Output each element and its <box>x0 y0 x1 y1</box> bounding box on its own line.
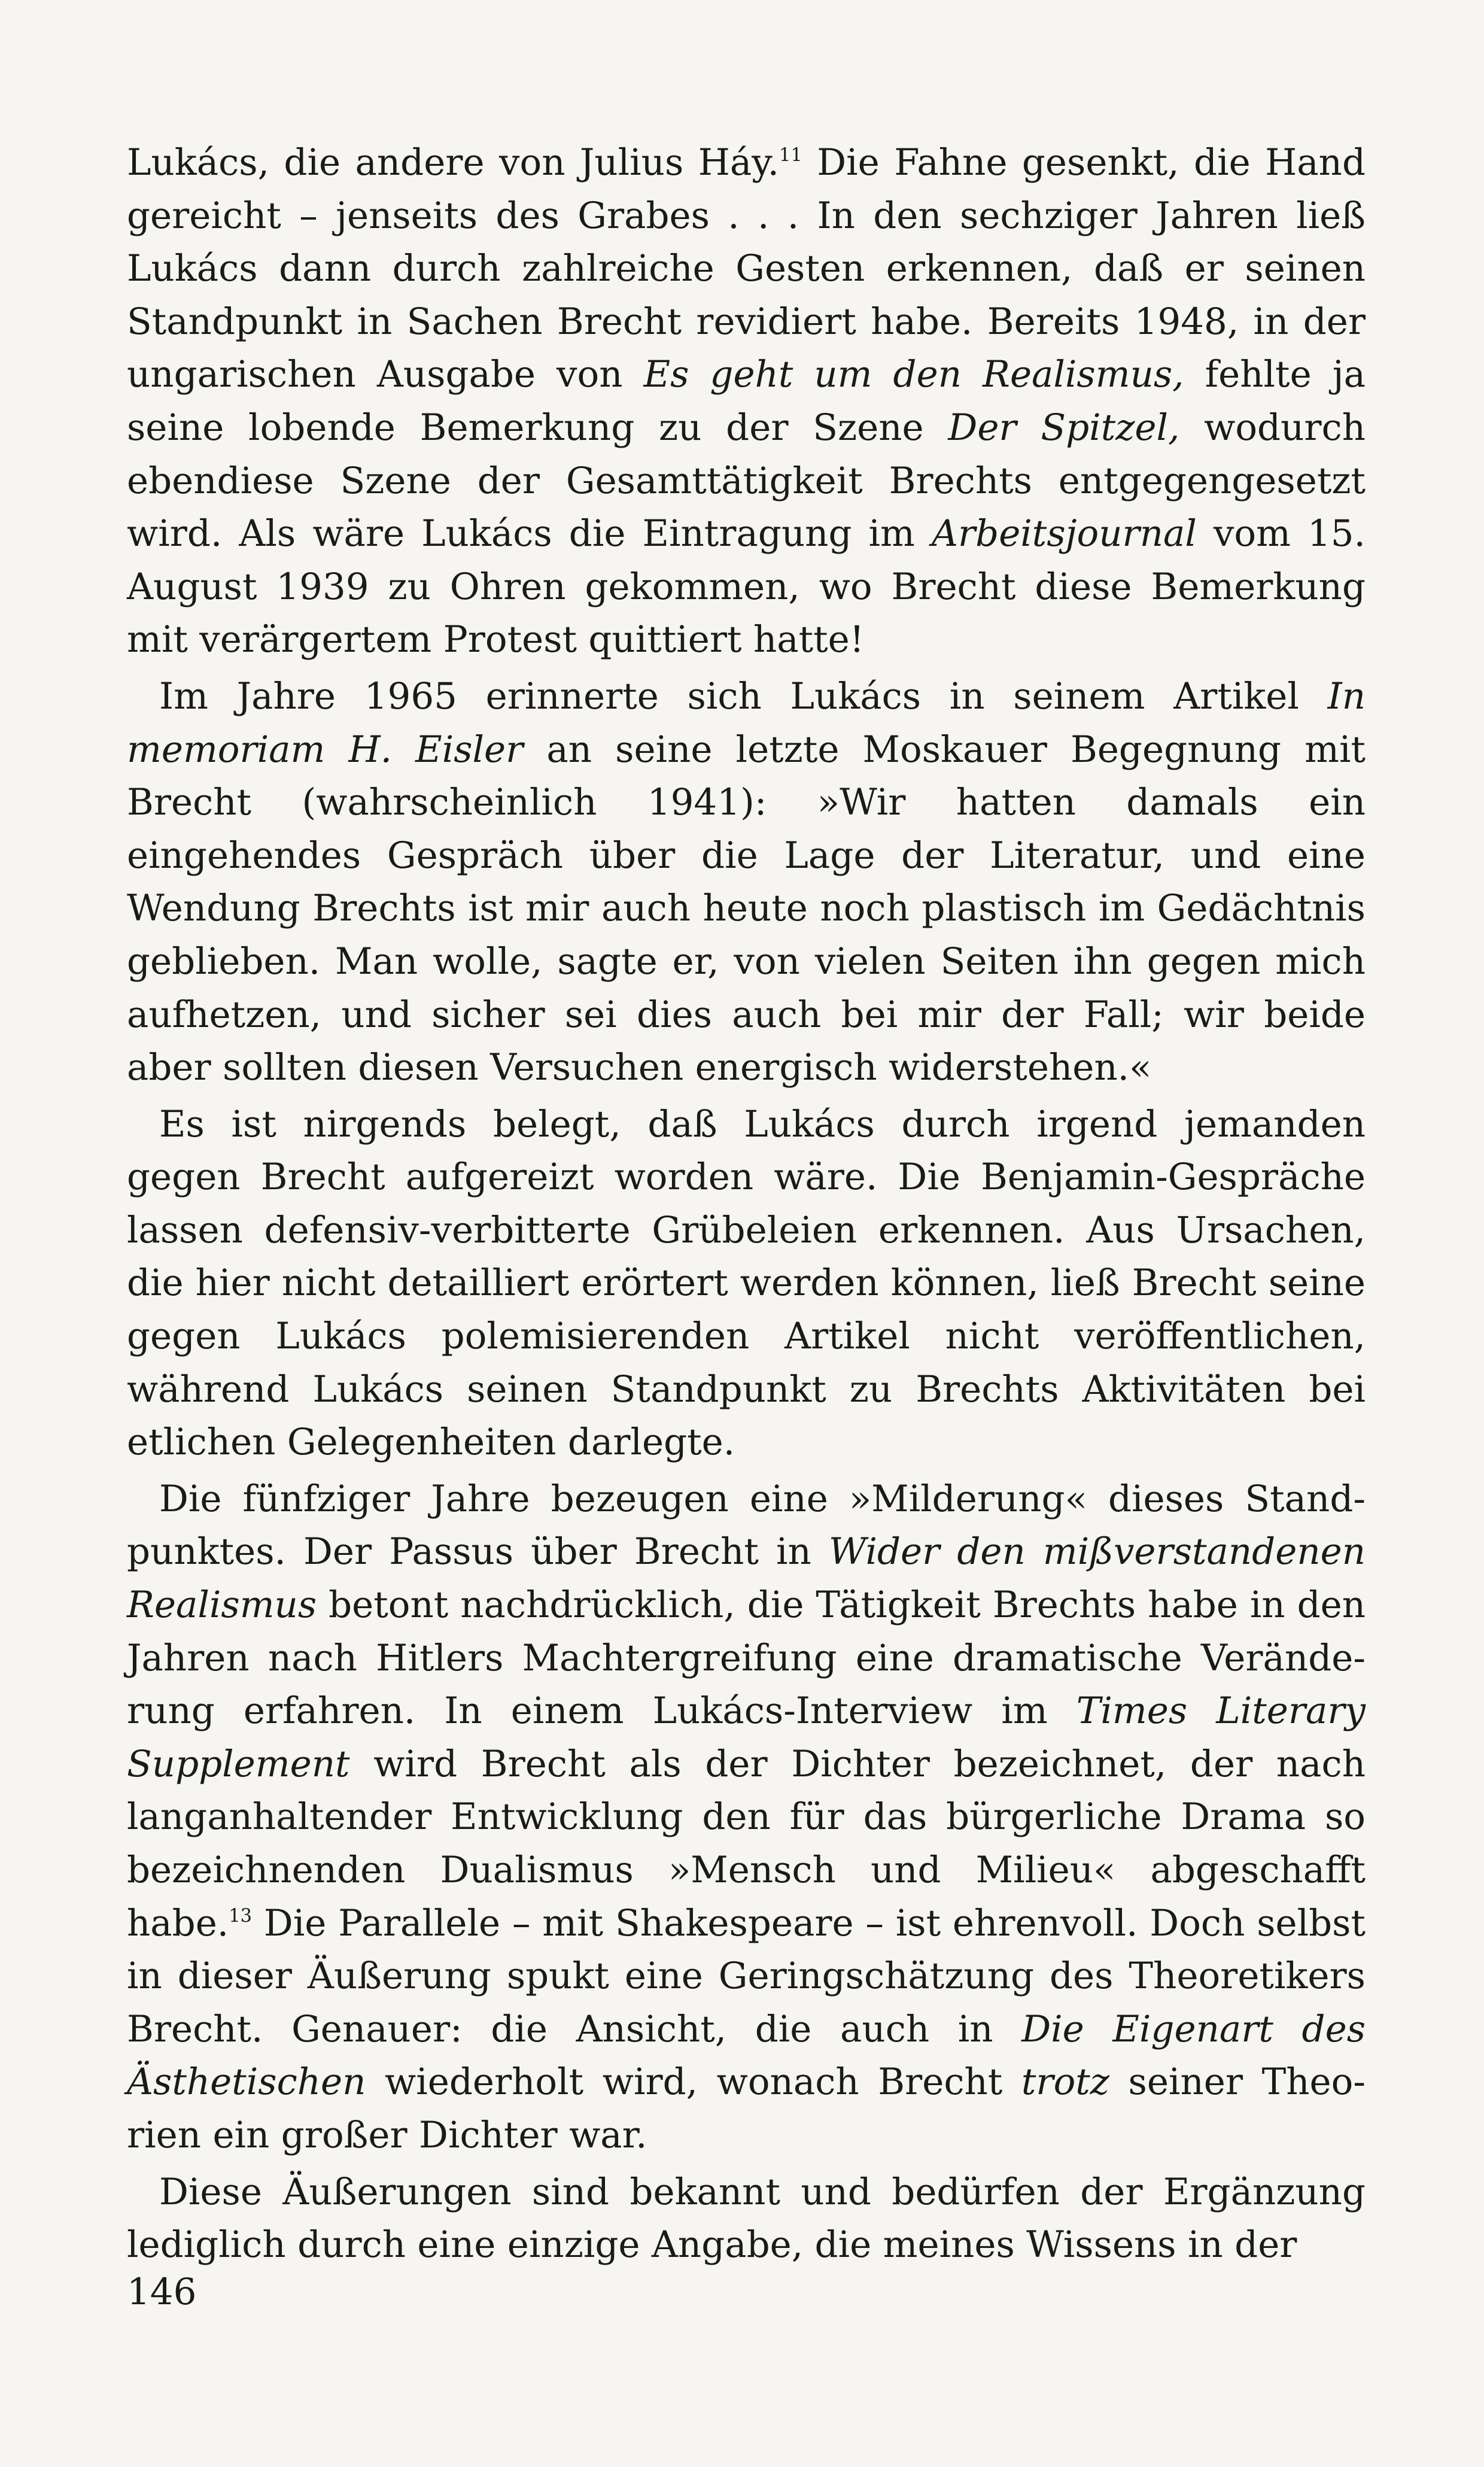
italic-title: Arbeitsjournal <box>931 512 1197 555</box>
footnote-marker: 13 <box>229 1905 253 1927</box>
text-run: Die Fahne gesenkt, die Hand gereicht – jenseits des Grabes . . . In den sechziger Jahren ließ Lukács dann durch zahlreiche Gesten erkennen, daß er seinen Standpunkt in Sachen Brecht revidiert habe. Bereits 1948, in der ungarischen Ausgabe von <box>127 141 1366 396</box>
italic-title: trotz <box>1021 2061 1109 2104</box>
text-run: Die fünfziger Jahre bezeugen eine »Milderung« dieses Standpunktes. Der Passus über Brecht in <box>127 1477 1366 1573</box>
italic-title: Der Spitzel, <box>948 406 1180 449</box>
text-run: wird Brecht als der Dichter bezeichnet, der nach langanhaltender Entwicklung den für das bürgerliche Drama so bezeichnenden Dualismus »Mensch und Milieu« abgeschafft habe. <box>127 1742 1366 1945</box>
italic-title: Die Eigenart des Ästhetischen <box>127 2007 1366 2104</box>
paragraph-5 <box>127 2166 1366 2272</box>
italic-title: Times Literary Supplement <box>127 1690 1366 1785</box>
text-run: Es ist nirgends belegt, daß Lukács durch irgend jemanden gegen Brecht aufgereizt worden wäre. Die Benjamin-Gespräche lassen defensiv-verbitterte Grübeleien erkennen. Aus Ursachen, die hier nicht detailliert erörtert werden können, ließ Brecht seine gegen Lukács polemisierenden Artikel nicht veröffentlichen, während Lukács seinen Standpunkt zu Brechts Aktivitäten bei etlichen Gelegenheiten darlegte. <box>127 1102 1366 1464</box>
italic-title: In memoriam H. Eisler <box>127 675 1366 771</box>
text-run: an seine letzte Moskauer Begegnung mit Brecht (wahrscheinlich 1941): »Wir hatten damals ein eingehendes Gespräch über die Lage der Literatur, und eine Wendung Brechts ist mir auch heute noch plastisch im Gedächtnis geblieben. Man wolle, sagte er, von vielen Seiten ihn gegen mich aufhetzen, und sicher sei dies auch bei mir der Fall; wir beide aber sollten diesen Versuchen energisch widerstehen.« <box>127 728 1366 1089</box>
text-run: Im Jahre 1965 erinnerte sich Lukács in seinem Artikel <box>159 675 1328 718</box>
paragraph-1 <box>127 136 1366 667</box>
paragraph-4 <box>127 1473 1366 2162</box>
page-body <box>127 136 1366 2272</box>
paragraph-3 <box>127 1098 1366 1469</box>
text-run: Lukács, die andere von Julius Háy. <box>127 141 780 184</box>
italic-title: Wider den mißverstandenen Realismus <box>127 1530 1366 1627</box>
paragraph-2 <box>127 670 1366 1095</box>
text-run: Diese Äußerungen sind bekannt und bedürfen der Ergänzung lediglich durch eine einzige Angabe, die meines Wissens in der <box>127 2170 1366 2267</box>
text-run: vom 15. August 1939 zu Ohren gekommen, wo Brecht diese Bemerkung mit verärgertem Protest quittiert hatte! <box>127 512 1366 661</box>
text-run: wodurch ebendiese Szene der Gesamttätigkeit Brechts entgegengesetzt wird. Als wäre Lukács die Eintragung im <box>127 406 1366 555</box>
text-run: wiederholt wird, wonach Brecht <box>366 2061 1021 2104</box>
text-run: seiner Theorien ein großer Dichter war. <box>127 2061 1366 2156</box>
text-run: Die Parallele – mit Shakespeare – ist ehrenvoll. Doch selbst in dieser Äußerung spukt eine Geringschätzung des Theoretikers Brecht. Genauer: die Ansicht, die auch in <box>127 1901 1366 2050</box>
footnote-marker: 11 <box>779 145 802 166</box>
text-run: betont nachdrücklich, die Tätigkeit Brechts habe in den Jahren nach Hitlers Machtergreifung eine dramatische Veränderung erfahren. In einem Lukács-Interview im <box>127 1584 1366 1733</box>
italic-title: Es geht um den Realismus, <box>643 353 1184 396</box>
text-run: fehlte ja seine lobende Bemerkung zu der Szene <box>127 353 1366 449</box>
page-number: 146 <box>127 2271 197 2313</box>
